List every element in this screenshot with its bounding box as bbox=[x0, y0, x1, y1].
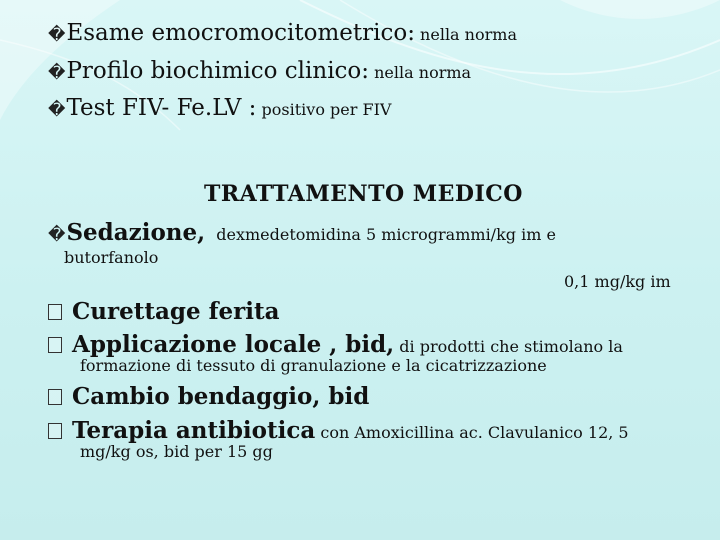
exam-line-2 bbox=[48, 58, 471, 84]
treatment-heading: TRATTAMENTO MEDICO bbox=[204, 181, 523, 207]
exam-label: Test FIV- Fe.LV : bbox=[66, 95, 257, 121]
checkbox-bullet-icon bbox=[48, 337, 62, 353]
exam-label: Profilo biochimico clinico: bbox=[66, 58, 370, 84]
missing-glyph-bullet-icon: � bbox=[48, 100, 66, 120]
missing-glyph-bullet-icon: � bbox=[48, 225, 66, 245]
exam-label: Esame emocromocitometrico: bbox=[66, 20, 415, 46]
treatment-item-text: di prodotti che stimolano la bbox=[399, 337, 623, 356]
sedation-text: dexmedetomidina 5 microgrammi/kg im e bbox=[216, 225, 556, 244]
treatment-item-text: con Amoxicillina ac. Clavulanico 12, 5 bbox=[320, 423, 629, 442]
treatment-item-cont: mg/kg os, bid per 15 gg bbox=[80, 442, 273, 461]
exam-result: nella norma bbox=[420, 25, 517, 44]
treatment-item-antibiotic bbox=[48, 417, 629, 444]
sedation-cont: butorfanolo bbox=[64, 248, 159, 267]
treatment-item-curettage bbox=[48, 298, 280, 325]
sedation-line bbox=[48, 219, 556, 246]
treatment-item-cont: formazione di tessuto di granulazione e la cicatrizzazione bbox=[80, 356, 547, 375]
checkbox-bullet-icon bbox=[48, 304, 62, 320]
treatment-item-bandage bbox=[48, 383, 369, 410]
missing-glyph-bullet-icon: � bbox=[48, 63, 66, 83]
checkbox-bullet-icon bbox=[48, 389, 62, 405]
exam-line-3 bbox=[48, 95, 391, 121]
sedation-dose: 0,1 mg/kg im bbox=[564, 272, 671, 291]
exam-result: nella norma bbox=[374, 63, 472, 82]
checkbox-bullet-icon bbox=[48, 423, 62, 439]
treatment-item-title: Curettage ferita bbox=[72, 298, 280, 325]
missing-glyph-bullet-icon: � bbox=[48, 25, 66, 45]
treatment-item-local bbox=[48, 331, 623, 358]
treatment-item-title: Cambio bendaggio, bid bbox=[72, 383, 370, 410]
sedation-label: Sedazione, bbox=[66, 219, 206, 246]
exam-line-1 bbox=[48, 20, 517, 46]
treatment-item-title: Applicazione locale , bid, bbox=[72, 331, 395, 358]
exam-result: positivo per FIV bbox=[261, 100, 392, 119]
treatment-item-title: Terapia antibiotica bbox=[72, 417, 316, 444]
